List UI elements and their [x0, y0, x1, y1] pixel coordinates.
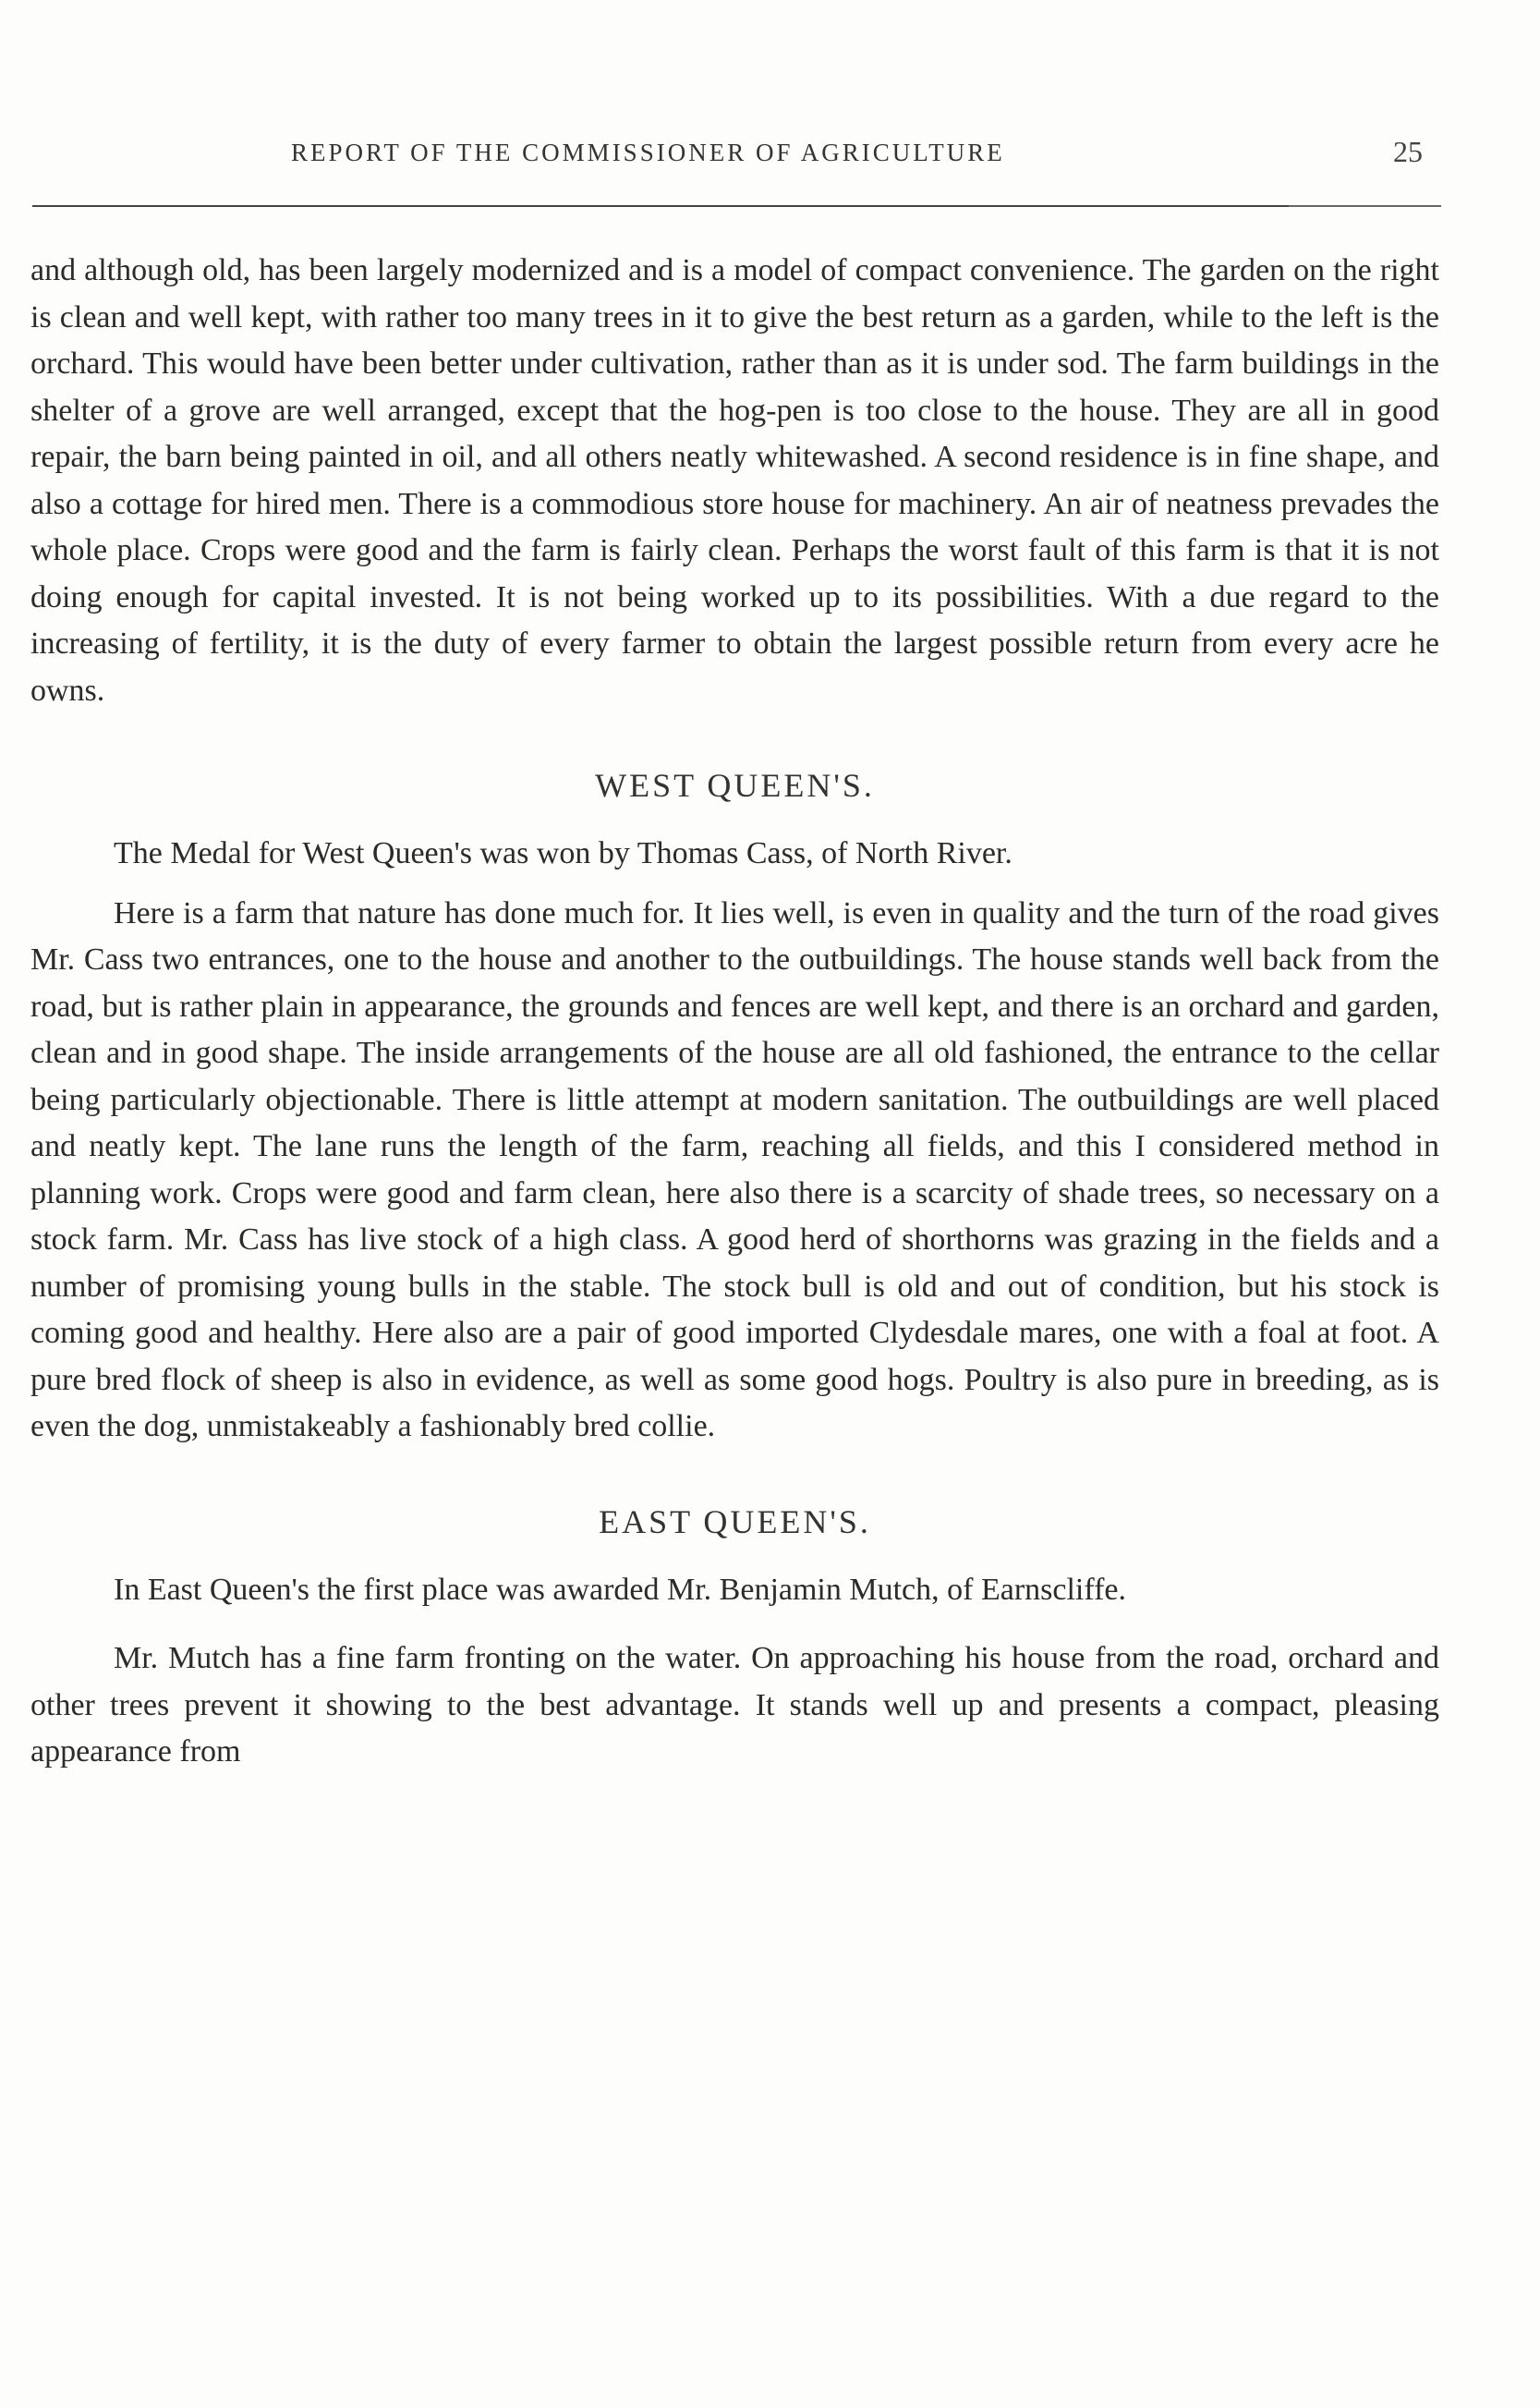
page-number: 25 — [1393, 135, 1423, 168]
section-heading-east-queens: EAST QUEEN'S. — [599, 1502, 871, 1540]
paragraph-east-award: In East Queen's the first place was awarded Mr. Benjamin Mutch, of Earnscliffe. — [114, 1572, 1126, 1607]
paragraph-west-medal: The Medal for West Queen's was won by Thomas Cass, of North River. — [114, 836, 1013, 870]
paragraph-west-body: Here is a farm that nature has done much for. It lies well, is even in quality and the turn of the road gives Mr. Cass two entrances, one to the house and another to the outbuildings. The house stands well back from the road, but is rather plain in appearance, the grounds and fences are well kept, and there is an orchard and garden, clean and in good shape. The inside arrangements of the house are all old fashioned, the entrance to the cellar being particularly objectionable. There is little attempt at modern sanitation. The outbuildings are well placed and neatly kept. The lane runs the length of the farm, reaching all fields, and this I considered method in planning work. Crops were good and farm clean, here also there is a scarcity of shade trees, so necessary on a stock farm. Mr. Cass has live stock of a high class. A good herd of shorthorns was grazing in the fields and a number of promising young bulls in the stable. The stock bull is old and out of condition, but his stock is coming good and healthy. Here also are a pair of good imported Clydesdale mares, one with a foal at foot. A pure bred flock of sheep is also in evidence, as well as some good hogs. Poultry is also pure in breeding, as is even the dog, unmistakeably a fashionably bred collie. — [30, 895, 1439, 1443]
header-rule-accent — [1289, 205, 1441, 207]
paragraph-intro: and although old, has been largely modernized and is a model of compact convenience. The garden on the right is clean and well kept, with rather too many trees in it to give the best return as a garden, while to the left is the orchard. This would have been better under cultivation, rather than as it is under sod. The farm buildings in the shelter of a grove are well arranged, except that the hog-pen is too close to the house. They are all in good repair, the barn being painted in oil, and all others neatly whitewashed. A second residence is in fine shape, and also a cottage for hired men. There is a commodious store house for machinery. An air of neatness prevades the whole place. Crops were good and the farm is fairly clean. Perhaps the worst fault of this farm is that it is not doing enough for capital invested. It is not being worked up to its possibilities. With a due regard to the increasing of fertility, it is the duty of every farmer to obtain the largest possible return from every acre he owns. — [30, 253, 1439, 708]
header-rule — [32, 205, 1441, 207]
paragraph-east-body: Mr. Mutch has a fine farm fronting on the water. On approaching his house from the road, orchard and other trees prevent it showing to the best advantage. It stands well up and presents a compact, pleasing appearance from — [30, 1641, 1439, 1769]
section-heading-west-queens: WEST QUEEN'S. — [595, 767, 875, 804]
running-head: REPORT OF THE COMMISSIONER OF AGRICULTURE — [291, 139, 1005, 166]
page-body — [30, 248, 1439, 1776]
